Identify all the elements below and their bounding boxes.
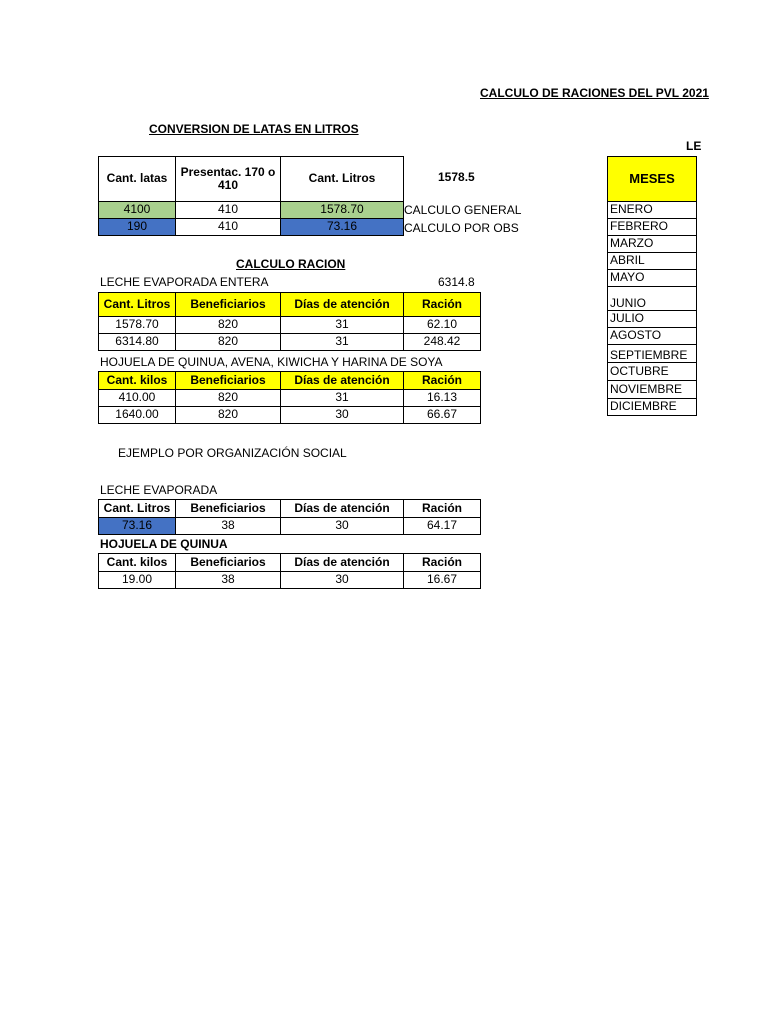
header-racion: Ración: [404, 554, 481, 572]
ejemplo-hojuela-table: [98, 553, 481, 589]
hojuela-racion-table: [98, 371, 481, 424]
table-row: [99, 407, 481, 424]
cell[interactable]: 66.67: [404, 407, 481, 424]
header-cant-litros: Cant. Litros: [99, 293, 176, 317]
header-cant-litros: Cant. Litros: [99, 500, 176, 518]
month-cell[interactable]: MAYO: [608, 270, 697, 287]
month-cell[interactable]: ABRIL: [608, 253, 697, 270]
ejemplo-leche-label: LECHE EVAPORADA: [100, 483, 218, 497]
month-cell[interactable]: DICIEMBRE: [608, 399, 697, 416]
header-beneficiarios: Beneficiarios: [176, 372, 281, 390]
month-cell[interactable]: ENERO: [608, 202, 697, 219]
leche-racion-table: [98, 292, 481, 351]
ejemplo-leche-table: [98, 499, 481, 535]
header-racion: Ración: [404, 372, 481, 390]
month-cell[interactable]: FEBRERO: [608, 219, 697, 236]
cell[interactable]: 62.10: [404, 317, 481, 334]
table-row: [99, 317, 481, 334]
cell[interactable]: 410.00: [99, 390, 176, 407]
cell[interactable]: 73.16: [99, 518, 176, 535]
header-dias-atencion: Días de atención: [281, 293, 404, 317]
conversion-table: [98, 156, 404, 236]
header-cant-litros: Cant. Litros: [281, 157, 404, 202]
header-dias-atencion: Días de atención: [281, 372, 404, 390]
cell[interactable]: 31: [281, 317, 404, 334]
racion-heading: CALCULO RACION: [236, 257, 346, 271]
ejemplo-heading: EJEMPLO POR ORGANIZACIÓN SOCIAL: [118, 446, 347, 460]
cell[interactable]: 6314.80: [99, 334, 176, 351]
conversion-side-value: 1578.5: [438, 170, 475, 184]
header-presentacion: Presentac. 170 o 410: [176, 157, 281, 202]
cell[interactable]: 30: [281, 407, 404, 424]
month-cell[interactable]: SEPTIEMBRE: [608, 345, 697, 363]
header-cant-latas: Cant. latas: [99, 157, 176, 202]
cell[interactable]: 248.42: [404, 334, 481, 351]
header-cant-kilos: Cant. kilos: [99, 554, 176, 572]
header-dias-atencion: Días de atención: [281, 500, 404, 518]
meses-header: MESES: [608, 157, 697, 202]
cell-latas[interactable]: 4100: [99, 202, 176, 219]
cell[interactable]: 820: [176, 334, 281, 351]
cell[interactable]: 820: [176, 317, 281, 334]
conversion-heading: CONVERSION DE LATAS EN LITROS: [149, 122, 359, 136]
table-row: [99, 572, 481, 589]
cell[interactable]: 30: [281, 518, 404, 535]
cell[interactable]: 1578.70: [99, 317, 176, 334]
meses-table: [607, 156, 697, 416]
cell[interactable]: 64.17: [404, 518, 481, 535]
cell[interactable]: 38: [176, 572, 281, 589]
cell[interactable]: 19.00: [99, 572, 176, 589]
hojuela-label: HOJUELA DE QUINUA, AVENA, KIWICHA Y HARINA DE SOYA: [100, 355, 443, 369]
page-title: CALCULO DE RACIONES DEL PVL 2021: [480, 86, 709, 100]
cell-latas[interactable]: 190: [99, 219, 176, 236]
table-row: [99, 518, 481, 535]
calculo-general-label: CALCULO GENERAL: [404, 203, 522, 217]
table-row: [99, 219, 404, 236]
cell[interactable]: 1640.00: [99, 407, 176, 424]
header-cant-kilos: Cant. kilos: [99, 372, 176, 390]
month-cell[interactable]: NOVIEMBRE: [608, 381, 697, 399]
cell[interactable]: 30: [281, 572, 404, 589]
header-racion: Ración: [404, 293, 481, 317]
table-row: [99, 334, 481, 351]
cell[interactable]: 16.67: [404, 572, 481, 589]
cell-presentacion[interactable]: 410: [176, 219, 281, 236]
cell[interactable]: 820: [176, 407, 281, 424]
cell-presentacion[interactable]: 410: [176, 202, 281, 219]
cell-litros[interactable]: 73.16: [281, 219, 404, 236]
cell[interactable]: 38: [176, 518, 281, 535]
header-racion: Ración: [404, 500, 481, 518]
cell[interactable]: 31: [281, 334, 404, 351]
header-beneficiarios: Beneficiarios: [176, 293, 281, 317]
month-cell[interactable]: AGOSTO: [608, 328, 697, 345]
cell[interactable]: 820: [176, 390, 281, 407]
month-cell[interactable]: JUNIO: [608, 287, 697, 311]
month-cell[interactable]: MARZO: [608, 236, 697, 253]
header-dias-atencion: Días de atención: [281, 554, 404, 572]
corner-fragment: LE: [686, 139, 702, 153]
header-beneficiarios: Beneficiarios: [176, 554, 281, 572]
cell[interactable]: 31: [281, 390, 404, 407]
cell-litros[interactable]: 1578.70: [281, 202, 404, 219]
header-beneficiarios: Beneficiarios: [176, 500, 281, 518]
leche-side-value: 6314.8: [438, 275, 475, 289]
month-cell[interactable]: JULIO: [608, 311, 697, 328]
table-row: [99, 390, 481, 407]
cell[interactable]: 16.13: [404, 390, 481, 407]
leche-label: LECHE EVAPORADA ENTERA: [100, 275, 269, 289]
ejemplo-hojuela-label: HOJUELA DE QUINUA: [100, 537, 228, 551]
table-row: [99, 202, 404, 219]
calculo-por-obs-label: CALCULO POR OBS: [404, 221, 519, 235]
month-cell[interactable]: OCTUBRE: [608, 363, 697, 381]
